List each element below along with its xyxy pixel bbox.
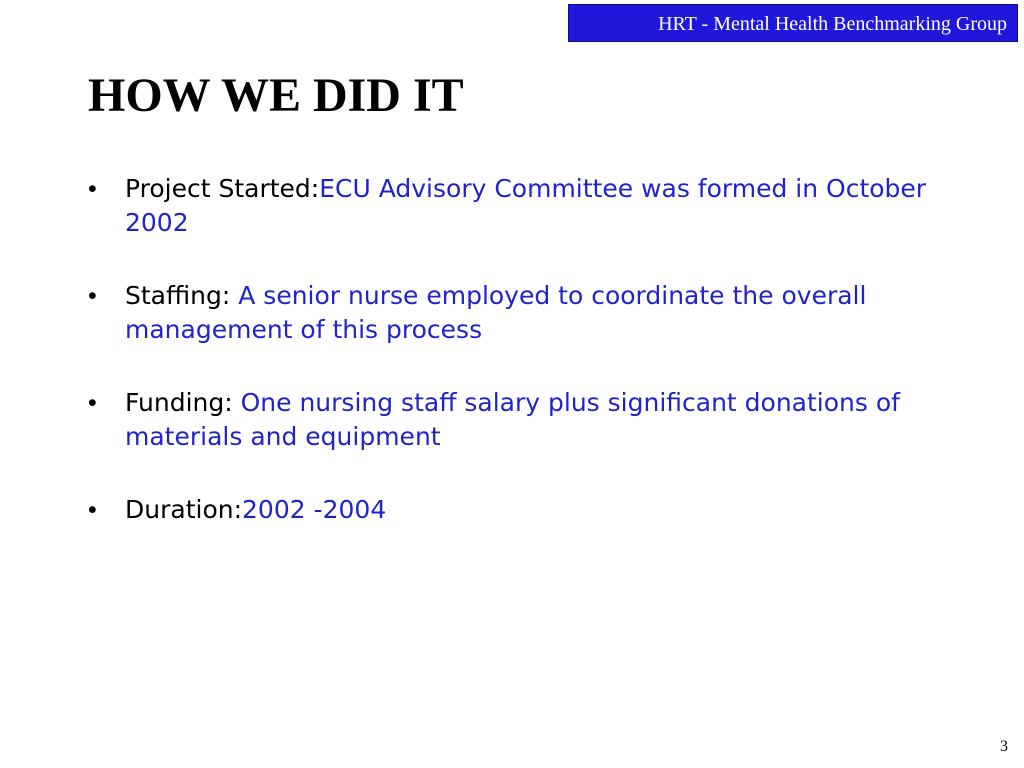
header-banner-text: HRT - Mental Health Benchmarking Group: [658, 13, 1007, 35]
bullet-item-duration: [88, 493, 948, 527]
bullet-item-funding: [88, 386, 948, 454]
bullet-symbol: •: [88, 389, 97, 417]
slide-title: HOW WE DID IT: [88, 69, 464, 122]
bullet-label: Staffing:: [125, 281, 239, 310]
bullet-label: Project Started:: [125, 174, 320, 203]
bullet-item-staffing: [88, 279, 948, 347]
bullet-list: [88, 172, 948, 566]
bullet-value: A senior nurse employed to coordinate the overall management of this process: [125, 281, 867, 344]
bullet-value: 2002 -2004: [242, 495, 387, 524]
bullet-symbol: •: [88, 282, 97, 310]
bullet-symbol: •: [88, 175, 97, 203]
bullet-label: Duration:: [125, 495, 243, 524]
bullet-item-project-started: [88, 172, 948, 240]
header-banner: [568, 4, 1018, 42]
bullet-value: ECU Advisory Committee was formed in October 2002: [125, 174, 927, 237]
bullet-label: Funding:: [125, 388, 241, 417]
page-number: 3: [1000, 738, 1008, 755]
bullet-value: One nursing staff salary plus significant donations of materials and equipment: [125, 388, 900, 451]
bullet-symbol: •: [88, 496, 97, 524]
